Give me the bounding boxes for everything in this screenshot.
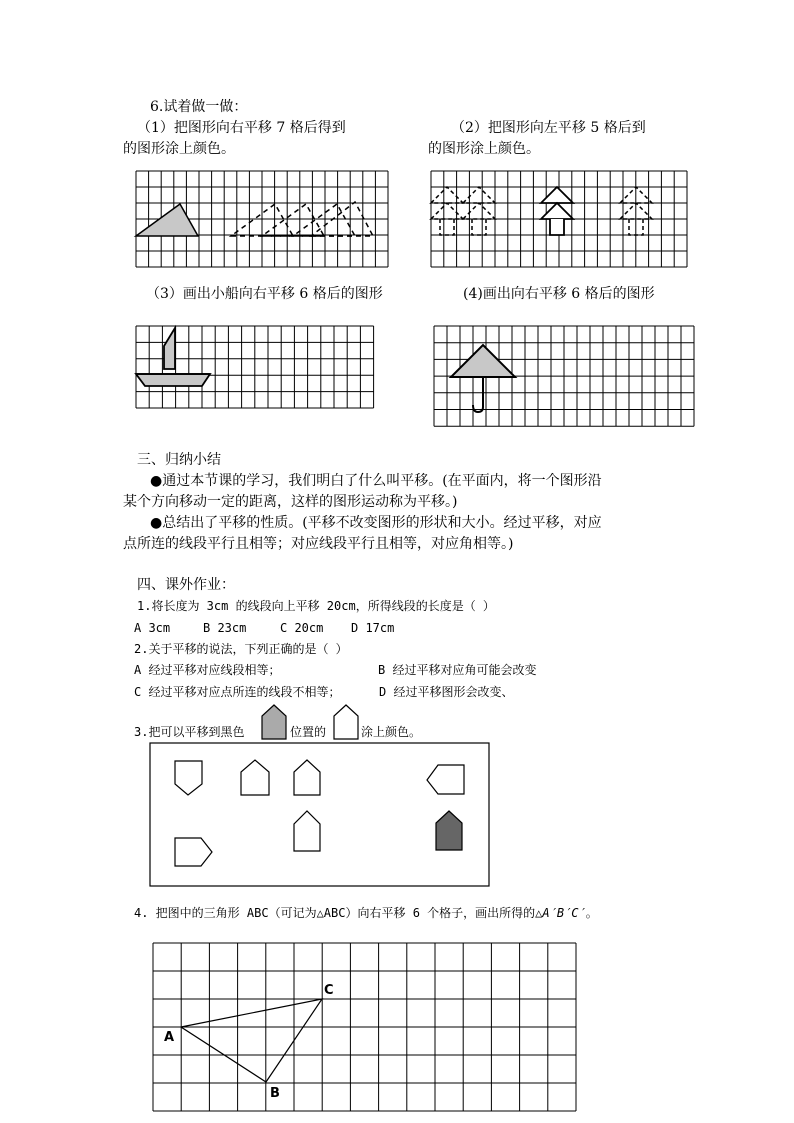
hw3-houses [175,760,464,866]
hw-q1-option-d: D 17cm [351,621,395,635]
house-left [427,765,464,794]
hw-q2-d: D 经过平移图形会改变、 [379,685,514,699]
q1-solid-triangle [136,204,198,236]
q2-line1: （2）把图形向左平移 5 格后到 [451,120,646,136]
hw-q2-a: A 经过平移对应线段相等； [134,663,281,677]
q4-umbrella [451,345,515,412]
hw-q2-c: C 经过平移对应点所连的线段不相等； [134,685,341,699]
summary-p1-line2: 某个方向移动一定的距离，这样的图形运动称为平移。) [123,494,458,510]
summary-p1-line1: ●通过本节课的学习，我们明白了什么叫平移。(在平面内，将一个图形沿 [150,473,602,489]
hw-q2: 2.关于平移的说法，下列正确的是（ ） [134,642,348,656]
hw-q2-b: B 经过平移对应角可能会改变 [378,663,537,677]
q3-text: （3）画出小船向右平移 6 格后的图形 [146,286,383,302]
label-a: A [164,1030,175,1045]
label-b: B [270,1086,280,1101]
house-up-2 [294,760,320,795]
hw-q1-option-c: C 20cm [280,621,324,635]
hw-q4-prime-label: A′B′C′ [542,906,586,920]
house-black-target [436,811,462,850]
hw-q3-part3: 涂上颜色。 [361,725,422,739]
summary-heading: 三、归纳小结 [137,452,221,468]
q1-line2: 的图形涂上颜色。 [123,141,235,157]
homework-heading: 四、课外作业： [137,577,235,593]
q2-dashed-trees [431,187,652,235]
inline-white-house-icon [334,705,358,739]
section6-title: 6.试着做一做： [150,99,248,115]
grid-hw4 [153,943,576,1111]
hw4-triangle-abc [181,999,322,1082]
house-down [175,761,202,795]
hw-q4-text: 4. 把图中的三角形 ABC（可记为△ABC）向右平移 6 个格子，画出所得的△ [134,906,543,920]
house-right [175,838,212,866]
q1-line1: （1）把图形向右平移 7 格后得到 [137,120,346,136]
hw-q3-part2: 位置的 [290,725,327,739]
hw-q4-end: 。 [585,906,598,920]
label-c: C [324,983,334,998]
inline-black-house-icon [262,705,286,739]
hw-q3-part1: 3.把可以平移到黑色 [134,725,245,739]
q4-text: (4)画出向右平移 6 格后的图形 [463,286,655,302]
hw-q1-option-b: B 23cm [203,621,247,635]
hw-q1-option-a: A 3cm [134,621,171,635]
house-up-3 [294,811,320,851]
summary-p2-line2: 点所连的线段平行且相等；对应线段平行且相等，对应角相等。) [123,536,514,552]
q3-boat [136,328,210,386]
house-up-1 [241,760,269,795]
hw-q1: 1.将长度为 3cm 的线段向上平移 20cm，所得线段的长度是（ ） [137,599,495,613]
q2-line2: 的图形涂上颜色。 [428,141,540,157]
summary-p2-line1: ●总结出了平移的性质。(平移不改变图形的形状和大小。经过平移，对应 [150,515,602,531]
